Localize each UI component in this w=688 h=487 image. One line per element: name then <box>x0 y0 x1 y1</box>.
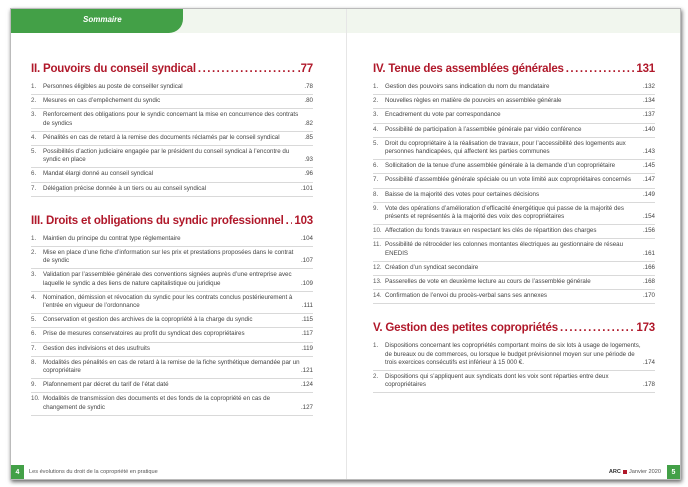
toc-item-text: Modalités des pénalités en cas de retard à la remise de la fiche synthétique demandée par un copropriétaire <box>43 358 300 375</box>
toc-item-list <box>373 81 655 304</box>
toc-item[interactable] <box>31 109 313 131</box>
toc-item[interactable] <box>373 138 655 160</box>
toc-item-text: Possibilité de participation à l’assemblée générale par vidéo conférence <box>385 125 582 133</box>
toc-item-text: Confirmation de l’envoi du procès-verbal sans ses annexes <box>385 292 547 300</box>
dot-leader <box>560 322 634 334</box>
toc-item-text: Validation par l’assemblée générale des conventions signées auprès d’une entreprise avec laquelle le syndic a des liens de nature capitalistique ou juridique <box>43 271 292 287</box>
toc-item-text: Délégation précise donnée à un tiers ou au conseil syndical <box>43 184 207 192</box>
toc-item-text: Possibilité d’assemblée générale spéciale ou un vote limité aux copropriétaires concernés <box>385 176 631 184</box>
toc-item-page: .93 <box>304 156 313 164</box>
left-page-number: 4 <box>11 465 24 479</box>
toc-item-page: .178 <box>642 381 655 389</box>
toc-item[interactable] <box>31 81 313 95</box>
toc-item-number: 4. <box>31 293 37 301</box>
toc-item-text: Encadrement du vote par correspondance <box>385 111 501 119</box>
toc-item-page: .145 <box>642 162 655 170</box>
toc-item[interactable] <box>373 262 655 276</box>
left-footer-text: Les évolutions du droit de la copropriété en pratique <box>29 469 158 475</box>
footer-date: Janvier 2020 <box>628 469 661 475</box>
toc-item-number: 2. <box>373 373 379 381</box>
toc-item-text: Dispositions concernant les copropriétés comportant moins de six lots à usage de logements, de bureaux ou de commerces, ou lorsque le budget prévisionnel moyen sur une période de trois exercices consécutifs est inférieur à 15 000 €. <box>385 342 641 366</box>
toc-item-text: Maintien du principe du contrat type réglementaire <box>43 234 181 242</box>
section-heading <box>31 63 313 75</box>
toc-item-text: Passerelles de vote en deuxième lecture au cours de l’assemblée générale <box>385 278 591 286</box>
toc-item-page: .161 <box>642 249 655 257</box>
toc-item-text: Mise en place d’une fiche d’information sur les prix et prestations proposées dans le contrat de syndic <box>43 249 294 265</box>
toc-item-list <box>31 81 313 197</box>
toc-item-page: .115 <box>301 316 313 324</box>
toc-item-text: Conservation et gestion des archives de la copropriété à la charge du syndic <box>43 316 253 324</box>
toc-item-text: Mandat élargi donné au conseil syndical <box>43 170 154 178</box>
toc-item[interactable] <box>31 292 313 314</box>
toc-item-number: 4. <box>31 133 37 141</box>
toc-item-number: 6. <box>373 162 379 170</box>
toc-item-page: .101 <box>300 184 313 192</box>
left-page-column <box>31 63 313 434</box>
toc-item-list <box>31 233 313 416</box>
toc-item-number: 2. <box>31 97 37 105</box>
toc-item[interactable] <box>31 146 313 168</box>
section-page-number: 131 <box>636 63 655 75</box>
toc-item-number: 9. <box>373 204 379 212</box>
toc-item-page: .134 <box>642 97 655 105</box>
toc-item-number: 5. <box>31 316 37 324</box>
toc-item[interactable] <box>31 343 313 357</box>
toc-item-page: .82 <box>304 119 313 127</box>
toc-item-text: Possibilités d’action judiciaire engagée par le président du conseil syndical à l’encontre du syndic en place <box>43 148 290 164</box>
toc-item[interactable] <box>31 357 313 379</box>
toc-item-text: Mesures en cas d’empêchement du syndic <box>43 97 161 105</box>
toc-item-page: .174 <box>642 358 655 366</box>
toc-item-page: .109 <box>300 279 313 287</box>
toc-item-number: 9. <box>31 381 37 389</box>
toc-item-number: 11. <box>373 241 382 249</box>
toc-item[interactable] <box>373 174 655 188</box>
toc-item[interactable] <box>31 183 313 197</box>
section-title: IV. Tenue des assemblées générales <box>373 63 564 75</box>
toc-item-page: .124 <box>300 381 313 389</box>
section-heading <box>31 215 313 227</box>
toc-item[interactable] <box>31 247 313 269</box>
toc-item-text: Sollicitation de la tenue d’une assemblée générale à la demande d’un copropriétaire <box>385 162 616 170</box>
right-footer-text <box>609 469 661 475</box>
toc-item-page: .85 <box>304 133 313 141</box>
right-footer <box>609 465 680 479</box>
toc-item-number: 7. <box>31 184 37 192</box>
toc-item-text: Prise de mesures conservatoires au profit du syndicat des copropriétaires <box>43 330 245 338</box>
toc-item-text: Possibilité de rétrocéder les colonnes montantes électriques au gestionnaire de réseau ENEDIS <box>385 241 624 257</box>
toc-item[interactable] <box>31 95 313 109</box>
toc-item[interactable] <box>31 328 313 342</box>
section-page-number: 103 <box>294 214 313 227</box>
toc-item-text: Droit du copropriétaire à la réalisation de travaux, pour l’accessibilité des logements aux personnes handicapées, qui affectent les parties communes <box>385 139 626 156</box>
dot-leader <box>566 63 635 75</box>
toc-item[interactable] <box>373 95 655 109</box>
toc-item-page: .154 <box>642 213 655 221</box>
toc-item-list <box>373 340 655 393</box>
toc-item-page: .107 <box>300 257 313 265</box>
section-heading <box>373 322 655 334</box>
toc-item-number: 6. <box>31 170 37 178</box>
toc-item-text: Affectation du fonds travaux en respectant les clés de répartition des charges <box>385 227 597 235</box>
section-page-number: 173 <box>636 322 655 335</box>
toc-item[interactable] <box>31 379 313 393</box>
toc-item-text: Baisse de la majorité des votes pour certaines décisions <box>385 190 540 198</box>
toc-item[interactable] <box>31 132 313 146</box>
toc-item-page: .168 <box>642 278 655 286</box>
toc-item[interactable] <box>373 371 655 393</box>
toc-item-text: Modalités de transmission des documents et des fonds de la copropriété en cas de changement de syndic <box>43 395 271 411</box>
toc-item[interactable] <box>31 233 313 247</box>
toc-item-page: .140 <box>642 125 655 133</box>
toc-item-number: 4. <box>373 125 379 133</box>
toc-item-number: 3. <box>31 271 37 279</box>
toc-item-number: 1. <box>31 234 37 242</box>
section-heading <box>373 63 655 75</box>
toc-item-text: Plafonnement par décret du tarif de l’état daté <box>43 381 169 389</box>
toc-item-number: 10. <box>373 227 382 235</box>
dot-leader <box>286 215 293 227</box>
toc-item[interactable] <box>31 314 313 328</box>
toc-item-text: Vote des opérations d’amélioration d’efficacité énergétique qui passe de la majorité des présents et représentés à la majorité des voix des copropriétaires <box>385 204 624 221</box>
section-title: II. Pouvoirs du conseil syndical <box>31 63 196 75</box>
toc-item-page: .117 <box>301 330 313 338</box>
toc-item-page: .147 <box>642 176 655 184</box>
toc-item-page: .170 <box>642 292 655 300</box>
toc-item-number: 8. <box>31 358 37 366</box>
toc-item-text: Gestion des pouvoirs sans indication du nom du mandataire <box>385 83 550 90</box>
toc-item[interactable] <box>31 269 313 291</box>
left-footer <box>11 465 158 479</box>
arc-brand: ARC <box>608 469 621 475</box>
toc-item[interactable] <box>31 393 313 415</box>
red-square-icon <box>623 470 627 474</box>
toc-item-number: 10. <box>31 395 40 403</box>
dot-leader <box>198 63 296 75</box>
toc-item[interactable] <box>373 160 655 174</box>
toc-item-page: .149 <box>642 190 655 198</box>
toc-item-number: 3. <box>373 111 379 119</box>
toc-item-text: Pénalités en cas de retard à la remise des documents réclamés par le conseil syndical <box>43 133 280 141</box>
toc-item[interactable] <box>373 109 655 123</box>
toc-item-page: .119 <box>301 344 313 352</box>
toc-item-page: .121 <box>300 367 313 375</box>
toc-item-page: .78 <box>304 83 313 90</box>
toc-item-page: .80 <box>304 97 313 105</box>
document-spread <box>10 8 681 480</box>
section-page-number: .77 <box>297 63 313 75</box>
sommaire-tab-label: Sommaire <box>83 15 122 24</box>
toc-item-text: Nouvelles règles en matière de pouvoirs en assemblée générale <box>385 97 562 105</box>
toc-item-number: 5. <box>373 139 379 147</box>
section-title: III. Droits et obligations du syndic professionnel <box>31 214 284 227</box>
toc-item-number: 14. <box>373 292 382 300</box>
toc-item[interactable] <box>373 124 655 138</box>
toc-item-number: 8. <box>373 190 379 198</box>
toc-item-number: 6. <box>31 330 37 338</box>
toc-item[interactable] <box>373 276 655 290</box>
sommaire-tab <box>11 9 183 33</box>
toc-item-number: 1. <box>373 83 379 90</box>
right-page-number: 5 <box>667 465 680 479</box>
toc-item-page: .127 <box>300 403 313 411</box>
toc-item-text: Gestion des indivisions et des usufruits <box>43 344 150 352</box>
toc-item-number: 2. <box>373 97 379 105</box>
toc-item[interactable] <box>31 168 313 182</box>
toc-item-number: 12. <box>373 263 382 271</box>
toc-item-number: 3. <box>31 111 37 119</box>
toc-item-page: .96 <box>304 170 313 178</box>
toc-item-number: 7. <box>373 176 379 184</box>
toc-item[interactable] <box>373 203 655 225</box>
toc-item-number: 13. <box>373 278 382 286</box>
toc-item[interactable] <box>373 239 655 261</box>
toc-item[interactable] <box>373 81 655 95</box>
toc-item-page: .166 <box>642 263 655 271</box>
toc-item-page: .156 <box>642 227 655 235</box>
toc-item-number: 5. <box>31 148 37 156</box>
toc-item[interactable] <box>373 290 655 304</box>
toc-item-text: Dispositions qui s’appliquent aux syndicats dont les voix sont réparties entre deux copropriétaires <box>385 373 609 389</box>
page-spine <box>346 9 347 479</box>
toc-item[interactable] <box>373 340 655 371</box>
toc-item-text: Création d’un syndicat secondaire <box>385 263 479 271</box>
toc-item-text: Personnes éligibles au poste de conseiller syndical <box>43 83 183 90</box>
toc-item-number: 1. <box>31 83 37 90</box>
toc-item-number: 1. <box>373 342 379 350</box>
toc-item[interactable] <box>373 225 655 239</box>
toc-item-page: .104 <box>300 234 313 242</box>
toc-item-page: .137 <box>642 111 655 119</box>
right-page-column <box>373 63 655 411</box>
toc-item-text: Nomination, démission et révocation du syndic pour les contrats conclus postérieurement à l’entrée en vigueur de l’ordonnance <box>43 293 293 310</box>
toc-item[interactable] <box>373 189 655 203</box>
toc-item-page: .132 <box>642 83 655 90</box>
toc-item-number: 7. <box>31 344 37 352</box>
toc-item-text: Renforcement des obligations pour le syndic concernant la mise en concurrence des contrats de syndics <box>43 111 299 127</box>
toc-item-page: .111 <box>301 302 313 310</box>
section-title: V. Gestion des petites copropriétés <box>373 322 558 335</box>
toc-item-number: 2. <box>31 249 37 257</box>
toc-item-page: .143 <box>642 148 655 156</box>
